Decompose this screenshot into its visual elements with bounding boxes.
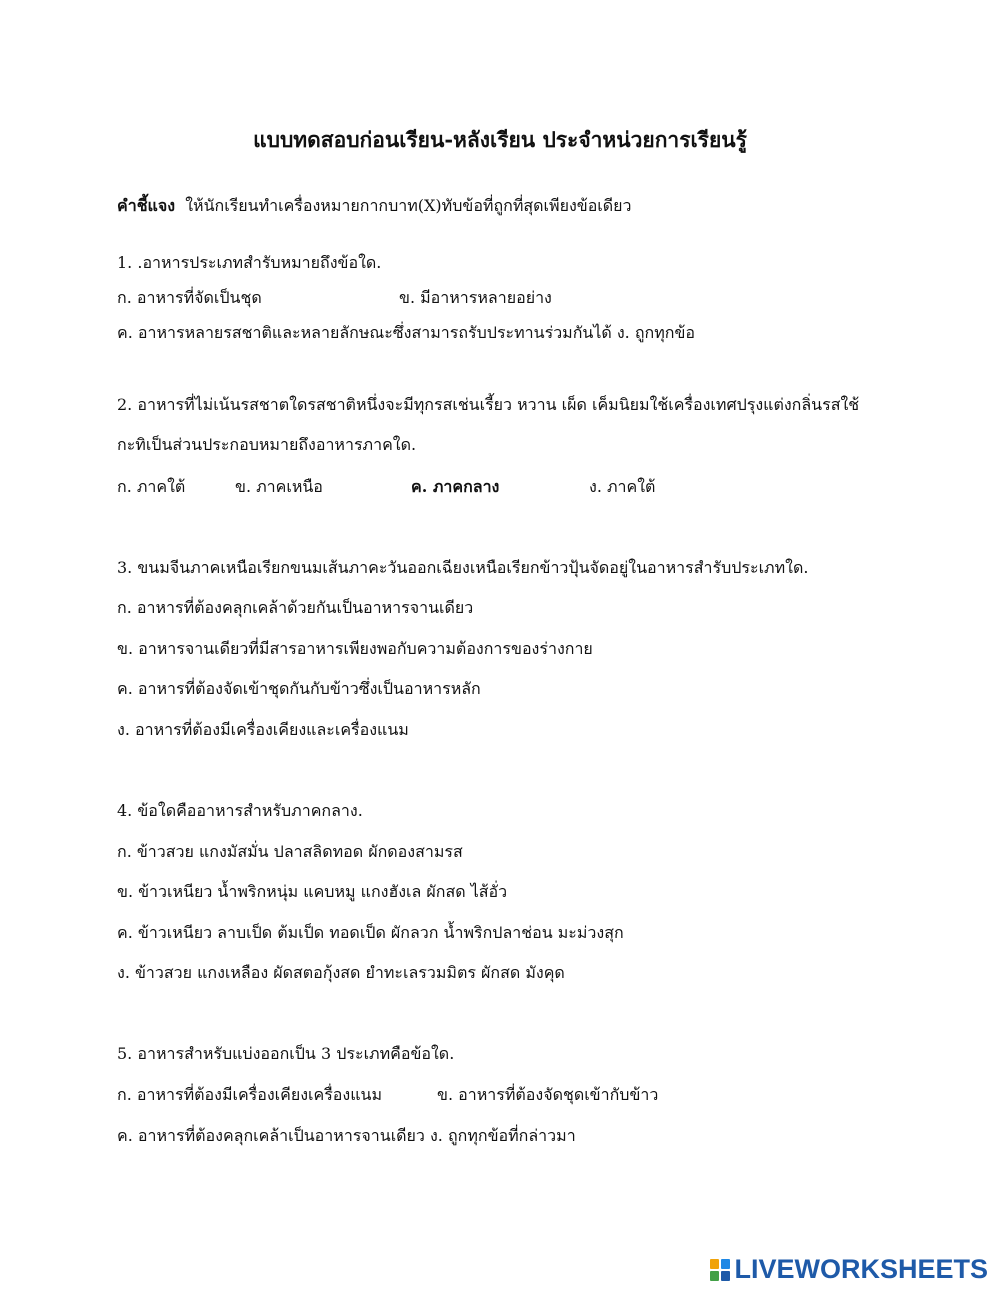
liveworksheets-logo xyxy=(710,1254,988,1285)
question-4-option-c[interactable]: ค. ข้าวเหนียว ลาบเป็ด ต้มเป็ด ทอดเป็ด ผักลวก น้ำพริกปลาช่อน มะม่วงสุก xyxy=(117,923,624,942)
question-3-option-b[interactable]: ข. อาหารจานเดียวที่มีสารอาหารเพียงพอกับความต้องการของร่างกาย xyxy=(117,639,593,658)
question-5-text: 5. อาหารสำหรับแบ่งออกเป็น 3 ประเภทคือข้อใด. xyxy=(117,1044,455,1063)
question-1-option-b[interactable]: ข. มีอาหารหลายอย่าง xyxy=(399,288,552,307)
question-2-text-line2: กะทิเป็นส่วนประกอบหมายถึงอาหารภาคใด. xyxy=(117,435,417,454)
page-title: แบบทดสอบก่อนเรียน-หลังเรียน ประจำหน่วยการเรียนรู้ xyxy=(253,127,747,152)
question-3-option-d[interactable]: ง. อาหารที่ต้องมีเครื่องเคียงและเครื่องแนม xyxy=(117,720,409,739)
question-2-option-a[interactable]: ก. ภาคใต้ xyxy=(117,477,186,496)
question-1-text: 1. .อาหารประเภทสำรับหมายถึงข้อใด. xyxy=(117,253,382,272)
liveworksheets-logo-text: LIVEWORKSHEETS xyxy=(734,1254,988,1284)
question-4-option-b[interactable]: ข. ข้าวเหนียว น้ำพริกหนุ่ม แคบหมู แกงฮังเล ผักสด ไส้อั่ว xyxy=(117,882,508,901)
question-3-option-a[interactable]: ก. อาหารที่ต้องคลุกเคล้าด้วยกันเป็นอาหารจานเดียว xyxy=(117,598,474,617)
question-2-text-line1: 2. อาหารที่ไม่เน้นรสชาตใดรสชาติหนึ่งจะมีทุกรสเช่นเรี้ยว หวาน เผ็ด เค็มนิยมใช้เครื่องเทศปรุงแต่งกลิ่นรสใช้ xyxy=(117,395,860,414)
question-1-option-cd[interactable]: ค. อาหารหลายรสชาติและหลายลักษณะซึ่งสามารถรับประทานร่วมกันได้ ง. ถูกทุกข้อ xyxy=(117,323,696,342)
liveworksheets-logo-icon xyxy=(710,1259,730,1281)
question-4-option-a[interactable]: ก. ข้าวสวย แกงมัสมั่น ปลาสลิดทอด ผักดองสามรส xyxy=(117,842,463,861)
question-1-option-a[interactable]: ก. อาหารที่จัดเป็นชุด xyxy=(117,288,262,307)
instructions xyxy=(117,195,632,217)
question-5-option-b[interactable]: ข. อาหารที่ต้องจัดชุดเข้ากับข้าว xyxy=(437,1085,659,1104)
question-1-options-row1 xyxy=(117,287,552,309)
question-2-options xyxy=(117,476,655,498)
instructions-label: คำชี้แจง xyxy=(117,196,176,215)
question-5-option-a[interactable]: ก. อาหารที่ต้องมีเครื่องเคียงเครื่องแนม xyxy=(117,1085,383,1104)
question-5-option-cd[interactable]: ค. อาหารที่ต้องคลุกเคล้าเป็นอาหารจานเดียว ง. ถูกทุกข้อที่กล่าวมา xyxy=(117,1126,576,1145)
question-2-option-d[interactable]: ง. ภาคใต้ xyxy=(589,477,656,496)
question-2-option-c[interactable]: ค. ภาคกลาง xyxy=(411,477,500,496)
question-3-option-c[interactable]: ค. อาหารที่ต้องจัดเข้าชุดกันกับข้าวซึ่งเป็นอาหารหลัก xyxy=(117,679,481,698)
instructions-text: ให้นักเรียนทำเครื่องหมายกากบาท(X)ทับข้อที่ถูกที่สุดเพียงข้อเดียว xyxy=(185,196,632,215)
question-4-option-d[interactable]: ง. ข้าวสวย แกงเหลือง ผัดสตอกุ้งสด ยำทะเลรวมมิตร ผักสด มังคุด xyxy=(117,963,565,982)
question-5-options-row1 xyxy=(117,1084,658,1106)
question-3-text: 3. ขนมจีนภาคเหนือเรียกขนมเส้นภาคะวันออกเฉียงเหนือเรียกข้าวปุ้นจัดอยู่ในอาหารสำรับประเภทใด. xyxy=(117,558,809,577)
question-2-option-b[interactable]: ข. ภาคเหนือ xyxy=(235,477,323,496)
question-4-text: 4. ข้อใดคืออาหารสำหรับภาคกลาง. xyxy=(117,801,363,820)
